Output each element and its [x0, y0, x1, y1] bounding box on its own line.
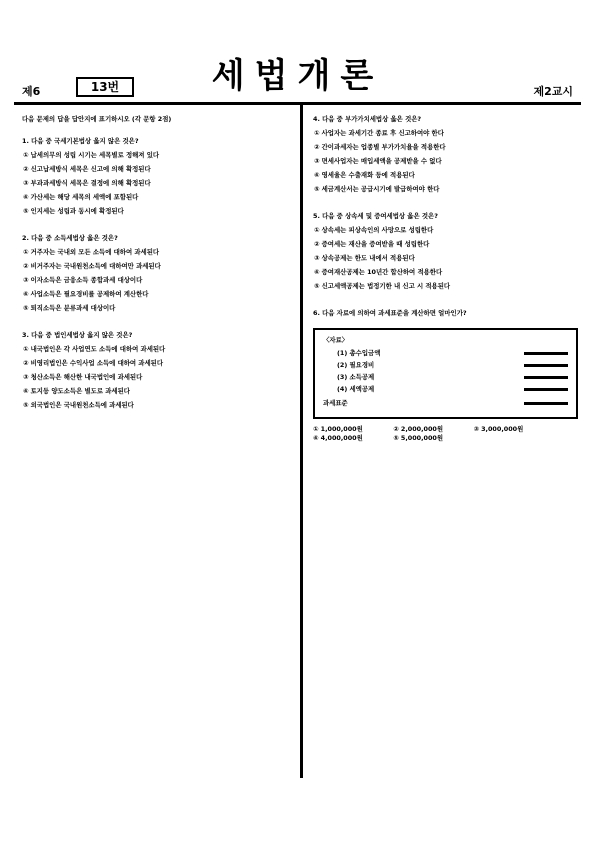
answer-option: ④ 영세율은 수출재화 등에 적용된다 [314, 171, 415, 179]
data-row [323, 361, 568, 370]
answer-option: ① 거주자는 국내외 모든 소득에 대하여 과세된다 [23, 248, 160, 256]
data-total-row [323, 399, 568, 408]
question-4 [313, 115, 578, 194]
answer-option: ⑤ 퇴직소득은 분류과세 대상이다 [23, 304, 116, 312]
answer-option: ⑤ 외국법인은 국내원천소득에 과세된다 [23, 401, 134, 409]
answer-option: ④ 사업소득은 필요경비를 공제하여 계산한다 [23, 290, 149, 298]
answer-option: ① 납세의무의 성립 시기는 세목별로 정해져 있다 [23, 151, 160, 159]
data-row [323, 373, 568, 382]
amount-bar [524, 364, 568, 367]
header-left-label: 제6 [22, 85, 41, 98]
answer-choices [313, 425, 578, 443]
question-3 [22, 331, 292, 410]
answer-choice: ① 1,000,000원 [313, 425, 363, 433]
data-total-label: 과세표준 [323, 399, 348, 407]
left-column [22, 115, 292, 428]
column-divider [300, 102, 303, 778]
data-row [323, 349, 568, 358]
data-box-title: 〈자료〉 [323, 336, 349, 344]
right-column [313, 115, 578, 461]
amount-bar [524, 376, 568, 379]
session-label: 제2교시 [533, 85, 573, 98]
data-row-label: (2) 필요경비 [337, 361, 375, 369]
answer-option: ② 신고납세방식 세목은 신고에 의해 확정된다 [23, 165, 151, 173]
amount-bar [524, 388, 568, 391]
page-title: 세법개론 [211, 56, 384, 96]
question-stem: 3. 다음 중 법인세법상 옳지 않은 것은? [22, 331, 133, 339]
answer-option: ③ 청산소득은 해산한 내국법인에 과세된다 [23, 373, 143, 381]
answer-option: ② 비영리법인은 수익사업 소득에 대하여 과세된다 [23, 359, 164, 367]
answer-choice: ② 2,000,000원 [393, 425, 444, 433]
data-row-label: (3) 소득공제 [337, 373, 375, 381]
data-box [313, 328, 578, 419]
question-number-box: 13번 [76, 77, 134, 97]
answer-option: ⑤ 인지세는 성립과 동시에 확정된다 [23, 207, 124, 215]
answer-option: ③ 상속공제는 한도 내에서 적용된다 [314, 254, 415, 262]
question-1 [22, 137, 292, 216]
answer-option: ④ 토지등 양도소득은 별도로 과세된다 [23, 387, 130, 395]
question-stem: 1. 다음 중 국세기본법상 옳지 않은 것은? [22, 137, 139, 145]
answer-choice: ④ 4,000,000원 [313, 434, 363, 442]
answer-option: ③ 면세사업자는 매입세액을 공제받을 수 없다 [314, 157, 442, 165]
data-row-label: (4) 세액공제 [337, 385, 375, 393]
answer-choice: ⑤ 5,000,000원 [393, 434, 444, 442]
question-2 [22, 234, 292, 313]
header-rule [14, 102, 581, 105]
answer-option: ⑤ 신고세액공제는 법정기한 내 신고 시 적용된다 [314, 282, 451, 290]
answer-option: ② 증여세는 재산을 증여받을 때 성립한다 [314, 240, 430, 248]
question-stem: 4. 다음 중 부가가치세법상 옳은 것은? [313, 115, 422, 123]
answer-option: ③ 부과과세방식 세목은 결정에 의해 확정된다 [23, 179, 151, 187]
answer-option: ⑤ 세금계산서는 공급시기에 발급하여야 한다 [314, 185, 440, 193]
question-stem: 6. 다음 자료에 의하여 과세표준을 계산하면 얼마인가? [313, 309, 467, 317]
answer-option: ② 비거주자는 국내원천소득에 대하여만 과세된다 [23, 262, 161, 270]
data-row-label: (1) 총수입금액 [337, 349, 381, 357]
instructions: 다음 문제의 답을 답안지에 표기하시오 (각 문항 2점) [22, 115, 172, 123]
question-stem: 5. 다음 중 상속세 및 증여세법상 옳은 것은? [313, 212, 438, 220]
data-row [323, 385, 568, 394]
question-6 [313, 309, 578, 443]
answer-option: ② 간이과세자는 업종별 부가가치율을 적용한다 [314, 143, 446, 151]
answer-option: ④ 가산세는 해당 세목의 세액에 포함된다 [23, 193, 139, 201]
amount-bar [524, 352, 568, 355]
answer-option: ③ 이자소득은 금융소득 종합과세 대상이다 [23, 276, 143, 284]
amount-bar [524, 402, 568, 405]
answer-choice: ③ 3,000,000원 [473, 425, 524, 433]
question-5 [313, 212, 578, 291]
answer-option: ① 내국법인은 각 사업연도 소득에 대하여 과세된다 [23, 345, 166, 353]
answer-option: ① 상속세는 피상속인의 사망으로 성립한다 [314, 226, 434, 234]
answer-option: ① 사업자는 과세기간 종료 후 신고하여야 한다 [314, 129, 444, 137]
answer-option: ④ 증여재산공제는 10년간 합산하여 적용한다 [314, 268, 443, 276]
question-stem: 2. 다음 중 소득세법상 옳은 것은? [22, 234, 118, 242]
